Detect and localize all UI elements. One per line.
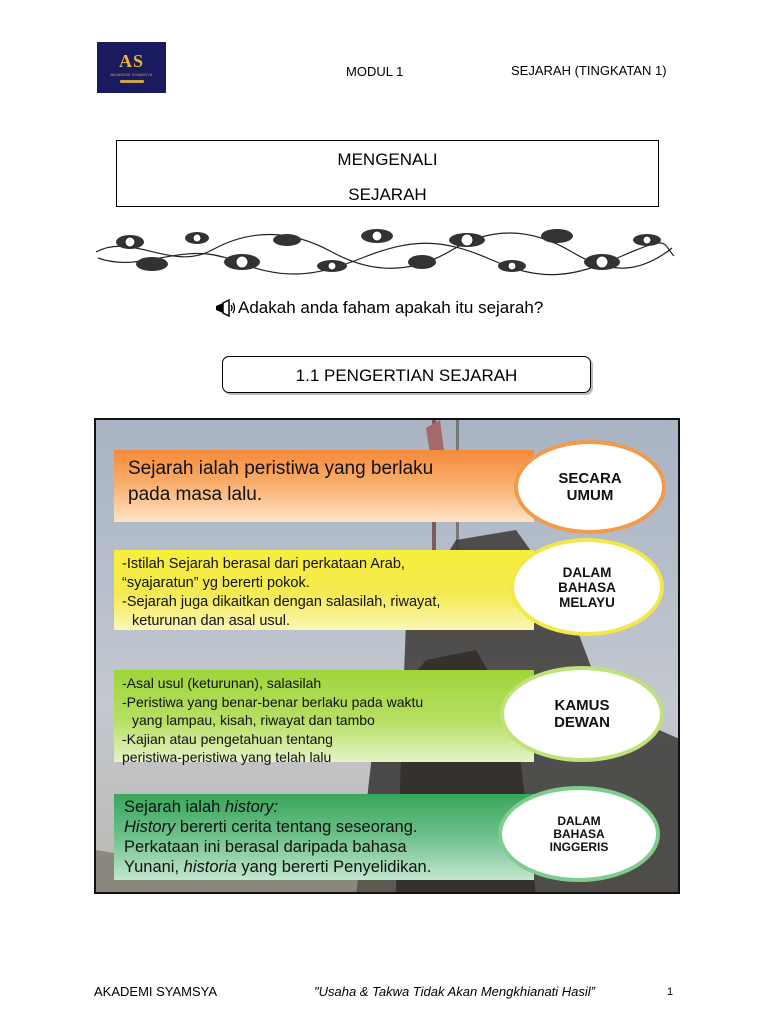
footer-publisher: AKADEMI SYAMSYA — [94, 984, 218, 999]
bubble-malay-line-2: BAHASA — [558, 579, 616, 595]
bubble-english-line-3: INGGERIS — [549, 839, 609, 854]
bubble-general-line-2: UMUM — [566, 487, 614, 504]
bubble-malay — [510, 538, 664, 636]
logo-bar — [120, 80, 144, 83]
logo-text: AKADEMI SYAMSYA — [110, 72, 153, 77]
panel-english-line-1 — [124, 797, 534, 817]
module-label: MODUL 1 — [346, 64, 404, 79]
panel-general — [114, 450, 534, 522]
panel-english-line-4-rest: yang bererti Penyelidikan. — [236, 858, 432, 876]
panel-english-line-3: Perkataan ini berasal daripada bahasa — [124, 838, 407, 856]
title-box — [116, 140, 659, 207]
bubble-general — [514, 440, 666, 534]
bubble-english-line-2: BAHASA — [553, 826, 605, 841]
question-text: Adakah anda faham apakah itu sejarah? — [238, 298, 544, 317]
megaphone-icon — [214, 299, 236, 317]
panel-english-line-1-em: history: — [224, 798, 279, 816]
panel-general-line-1: Sejarah ialah peristiwa yang berlaku — [128, 458, 434, 479]
panel-english-line-1-prefix: Sejarah ialah — [124, 798, 225, 816]
bubble-general-line-1: SECARA — [558, 470, 622, 487]
panel-kamus-line-3: yang lampau, kisah, riwayat dan tambo — [132, 712, 375, 728]
panel-english-line-4 — [124, 857, 534, 877]
page-number: 1 — [667, 986, 674, 998]
logo-mark: AS — [118, 51, 144, 71]
question-line — [214, 298, 543, 318]
panel-malay-line-2: “syajaratun” yg bererti pokok. — [122, 575, 310, 591]
panel-kamus-line-1: -Asal usul (keturunan), salasilah — [122, 675, 322, 691]
panel-english-line-4-prefix: Yunani, — [124, 858, 184, 876]
panel-malay — [114, 550, 534, 630]
bubble-malay-line-1: DALAM — [562, 564, 612, 580]
logo — [97, 42, 166, 93]
bubble-kamus-line-2: DEWAN — [554, 714, 610, 731]
bubble-kamus — [500, 666, 664, 762]
panel-kamus — [114, 670, 534, 765]
section-heading: 1.1 PENGERTIAN SEJARAH — [222, 356, 591, 393]
panel-english-line-2-em: History — [124, 818, 176, 836]
bubble-english — [498, 786, 660, 882]
panel-english-line-2 — [124, 817, 534, 837]
panel-kamus-line-2: -Peristiwa yang benar-benar berlaku pada waktu — [122, 693, 424, 710]
panel-malay-line-4: keturunan dan asal usul. — [132, 613, 290, 629]
bubble-malay-line-3: MELAYU — [559, 594, 615, 610]
floral-ornament — [92, 222, 676, 278]
panel-kamus-line-5: peristiwa-peristiwa yang telah lalu — [122, 749, 332, 765]
footer-motto: "Usaha & Takwa Tidak Akan Mengkhianati Hasil” — [314, 984, 596, 999]
panel-general-line-2: pada masa lalu. — [128, 484, 263, 505]
title-line-1: MENGENALI — [337, 150, 438, 169]
panel-english-line-2-rest: bererti cerita tentang seseorang. — [175, 818, 418, 836]
title-line-2: SEJARAH — [348, 185, 427, 204]
bubble-english-line-1: DALAM — [557, 813, 601, 828]
sejarah-infographic — [94, 418, 680, 894]
panel-english-line-4-em: historia — [183, 858, 237, 876]
panel-kamus-line-4: -Kajian atau pengetahuan tentang — [122, 730, 333, 747]
panel-malay-line-1: -Istilah Sejarah berasal dari perkataan Arab, — [122, 556, 405, 572]
subject-label: SEJARAH (TINGKATAN 1) — [511, 63, 667, 78]
bubble-kamus-line-1: KAMUS — [554, 697, 610, 714]
panel-english — [114, 794, 534, 880]
panel-malay-line-3: -Sejarah juga dikaitkan dengan salasilah, riwayat, — [122, 594, 441, 610]
